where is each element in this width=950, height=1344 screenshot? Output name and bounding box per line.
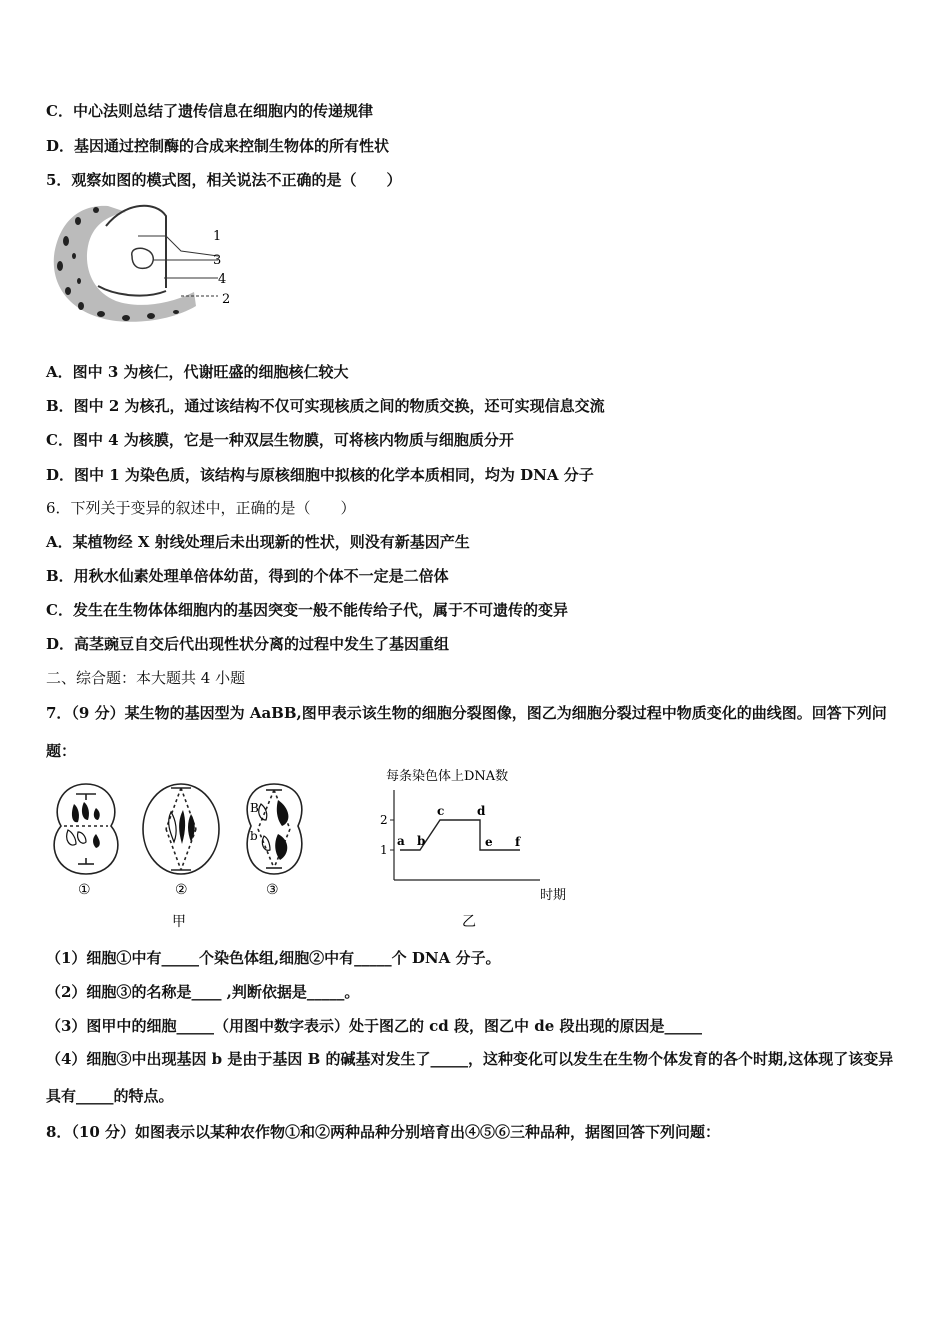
chart-ylabel: 每条染色体上DNA数 xyxy=(386,769,509,784)
q5-option-a: A．图中 3 为核仁，代谢旺盛的细胞核仁较大 xyxy=(46,363,349,381)
q6-option-b: B．用秋水仙素处理单倍体幼苗，得到的个体不一定是二倍体 xyxy=(46,567,449,585)
q7-stem: 7．（9 分）某生物的基因型为 AaBB,图甲表示该生物的细胞分裂图像，图乙为细胞分裂过程中物质变化的曲线图。回答下列问题： xyxy=(46,704,887,760)
point-label-d: d xyxy=(477,804,486,818)
cell-2-label: ② xyxy=(175,882,188,898)
q4-option-d: D．基因通过控制酶的合成来控制生物体的所有性状 xyxy=(46,137,390,155)
figure-jia xyxy=(46,774,326,934)
q5-option-b: B．图中 2 为核孔，通过该结构不仅可实现核质之间的物质交换，还可实现信息交流 xyxy=(46,397,605,415)
q4-option-c: C．中心法则总结了遗传信息在细胞内的传递规律 xyxy=(46,102,373,120)
q8-stem: 8．（10 分）如图表示以某种农作物①和②两种品种分别培育出④⑤⑥三种品种，据图回答下列问题： xyxy=(46,1123,721,1141)
section-heading: 二、综合题：本大题共 4 小题 xyxy=(46,669,246,687)
q7-sub3: （3）图甲中的细胞_____（用图中数字表示）处于图乙的 cd 段，图乙中 de 段出现的原因是_____ xyxy=(46,1017,702,1035)
figure-jia-caption: 甲 xyxy=(172,914,186,930)
point-label-f: f xyxy=(515,835,521,849)
label-1: 1 xyxy=(213,229,222,244)
point-label-a: a xyxy=(397,834,405,848)
gene-b-label: b xyxy=(250,829,258,843)
q7-sub2: （2）细胞③的名称是____ ,判断依据是_____。 xyxy=(46,983,360,1001)
label-4: 4 xyxy=(218,272,227,287)
gene-B-label: B xyxy=(250,801,259,815)
nuclear-envelope xyxy=(106,206,166,288)
point-label-b: b xyxy=(417,834,426,848)
point-label-e: e xyxy=(485,835,493,849)
q5-option-c: C．图中 4 为核膜，它是一种双层生物膜，可将核内物质与细胞质分开 xyxy=(46,431,514,449)
y-tick-label-1: 1 xyxy=(380,843,388,857)
label-2: 2 xyxy=(222,292,231,307)
figure-yi-chart xyxy=(370,762,590,934)
q6-option-a: A．某植物经 X 射线处理后未出现新的性状，则没有新基因产生 xyxy=(46,533,470,551)
cell-3-label: ③ xyxy=(266,882,279,898)
q7-sub4: （4）细胞③中出现基因 b 是由于基因 B 的碱基对发生了_____，这种变化可以发生在生物个体发育的各个时期,这体现了该变异具有_____的特点。 xyxy=(46,1050,894,1105)
q5-option-d: D．图中 1 为染色质，该结构与原核细胞中拟核的化学本质相同，均为 DNA 分子 xyxy=(46,466,594,484)
cytoplasm-shade xyxy=(54,206,196,322)
figure-yi-caption: 乙 xyxy=(462,914,476,930)
q5-stem: 5．观察如图的模式图，相关说法不正确的是（ ） xyxy=(46,171,402,189)
q7-sub1: （1）细胞①中有_____个染色体组,细胞②中有_____个 DNA 分子。 xyxy=(46,949,501,967)
q6-option-c: C．发生在生物体体细胞内的基因突变一般不能传给子代，属于不可遗传的变异 xyxy=(46,601,568,619)
q6-option-d: D．高茎豌豆自交后代出现性状分离的过程中发生了基因重组 xyxy=(46,635,450,653)
cell-1-label: ① xyxy=(78,882,91,898)
chart-xlabel: 时期 xyxy=(540,888,567,903)
nucleus-figure xyxy=(46,196,246,331)
y-tick-label-2: 2 xyxy=(380,813,388,827)
label-3: 3 xyxy=(213,253,222,268)
q6-stem: 6．下列关于变异的叙述中，正确的是（ ） xyxy=(46,499,356,517)
point-label-c: c xyxy=(437,804,445,818)
nucleolus xyxy=(132,248,154,268)
